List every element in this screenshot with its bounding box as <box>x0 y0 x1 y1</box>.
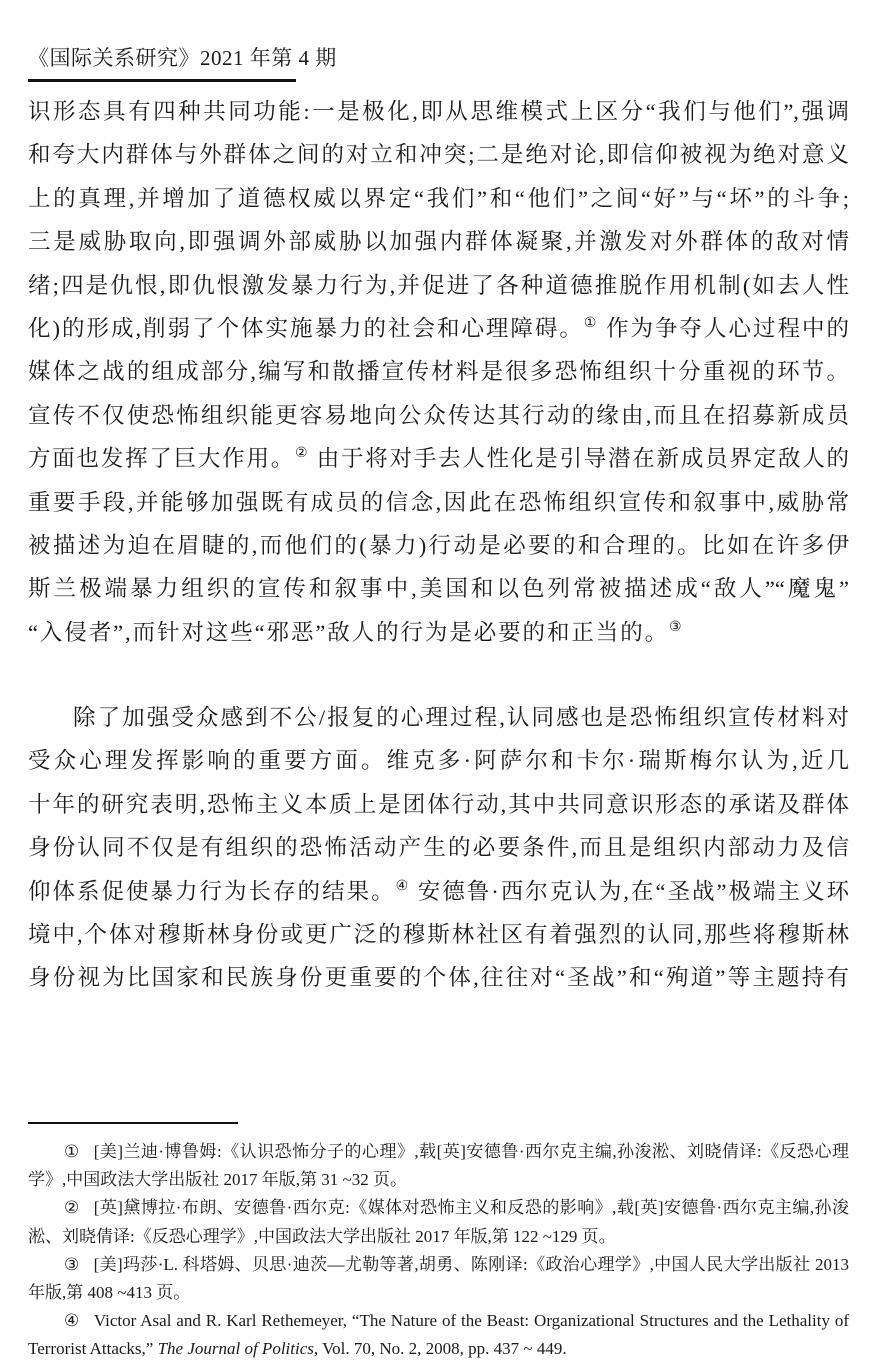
footnote-ref: ④ <box>395 878 411 894</box>
footnote-marker: ④ <box>64 1311 80 1331</box>
text-line: 斯兰极端暴力组织的宣传和叙事中,美国和以色列常被描述成“敌人”“魔鬼” <box>28 576 849 602</box>
footnote-journal-title: The Journal of Politics <box>157 1339 314 1359</box>
text-line: 绪;四是仇恨,即仇恨激发暴力行为,并促进了各种道德推脱作用机制(如去人性 <box>28 272 849 298</box>
text-line: 境中,个体对穆斯林身份或更广泛的穆斯林社区有着强烈的认同,那些将穆斯林 <box>28 922 849 948</box>
text-line: 身份认同不仅是有组织的恐怖活动产生的必要条件,而且是组织内部动力及信 <box>28 835 849 861</box>
text-line: 识形态具有四种共同功能:一是极化,即从思维模式上区分“我们与他们”,强调 <box>28 99 849 124</box>
paragraph <box>28 696 849 1000</box>
running-head: 《国际关系研究》2021 年第 4 期 <box>28 42 296 82</box>
footnote <box>28 1194 849 1250</box>
footnote-marker: ② <box>64 1198 80 1218</box>
footnote-ref: ① <box>583 315 599 331</box>
text-line: 重要手段,并能够加强既有成员的信念,因此在恐怖组织宣传和叙事中,威胁常 <box>28 489 849 515</box>
footnote-text: , Vol. 70, No. 2, 2008, pp. 437 ~ 449. <box>313 1339 567 1359</box>
text-line: 十年的研究表明,恐怖主义本质上是团体行动,其中共同意识形态的承诺及群体 <box>28 791 849 817</box>
footnote-text: Victor Asal and R. Karl Rethemeyer, “The Nature of the Beast: Organizational Structures and the Lethality of Terrorist Attacks,” <box>28 1311 849 1359</box>
text-line: “入侵者”,而针对这些“邪恶”敌人的行为是必要的和正当的。③ <box>28 619 682 645</box>
text-line: 身份视为比国家和民族身份更重要的个体,往往对“圣战”和“殉道”等主题持有 <box>28 965 849 991</box>
footnote-separator <box>28 1122 238 1124</box>
footnote-marker: ① <box>64 1142 80 1161</box>
footnote-text: [美]兰迪·博鲁姆:《认识恐怖分子的心理》,载[英]安德鲁·西尔克主编,孙浚淞、刘晓倩译:《反恐心理学》,中国政法大学出版社 2017 年版,第 31 ~32 页。 <box>28 1142 849 1190</box>
footnote-text: [英]黛博拉·布朗、安德鲁·西尔克:《媒体对恐怖主义和反恐的影响》,载[英]安德鲁·西尔克主编,孙浚淞、刘晓倩译:《反恐心理学》,中国政法大学出版社 2017 年版,第 122 ~129 页。 <box>28 1198 849 1246</box>
text-line: 宣传不仅使恐怖组织能更容易地向公众传达其行动的缘由,而且在招募新成员 <box>28 402 849 428</box>
text-line: 媒体之战的组成部分,编写和散播宣传材料是很多恐怖组织十分重视的环节。 <box>28 359 849 385</box>
text-line: 受众心理发挥影响的重要方面。维克多·阿萨尔和卡尔·瑞斯梅尔认为,近几 <box>28 748 849 774</box>
footnote <box>28 1307 849 1363</box>
footnote-ref: ③ <box>669 619 682 635</box>
text-line: 化)的形成,削弱了个体实施暴力的社会和心理障碍。① 作为争夺人心过程中的 <box>28 315 849 341</box>
article-body <box>28 90 849 1000</box>
text-line: 和夸大内群体与外群体之间的对立和冲突;二是绝对论,即信仰被视为绝对意义 <box>28 142 849 168</box>
text-line: 方面也发挥了巨大作用。② 由于将对手去人性化是引导潜在新成员界定敌人的 <box>28 446 849 472</box>
text-line: 除了加强受众感到不公/报复的心理过程,认同感也是恐怖组织宣传材料对 <box>73 705 849 731</box>
text-line: 被描述为迫在眉睫的,而他们的(暴力)行动是必要的和合理的。比如在许多伊 <box>28 532 849 558</box>
footnote <box>28 1138 849 1194</box>
text-line: 仰体系促使暴力行为长存的结果。④ 安德鲁·西尔克认为,在“圣战”极端主义环 <box>28 878 849 904</box>
footnotes-section <box>28 1138 849 1363</box>
footnote-marker: ③ <box>64 1254 80 1274</box>
footnote <box>28 1251 849 1307</box>
paragraph <box>28 90 849 654</box>
text-line: 上的真理,并增加了道德权威以界定“我们”和“他们”之间“好”与“坏”的斗争; <box>28 185 849 211</box>
text-line: 三是威胁取向,即强调外部威胁以加强内群体凝聚,并激发对外群体的敌对情 <box>28 229 849 255</box>
footnote-text: [美]玛莎·L. 科塔姆、贝思·迪茨—尤勒等著,胡勇、陈刚译:《政治心理学》,中国人民大学出版社 2013 年版,第 408 ~413 页。 <box>28 1254 849 1303</box>
footnote-ref: ② <box>295 446 310 462</box>
